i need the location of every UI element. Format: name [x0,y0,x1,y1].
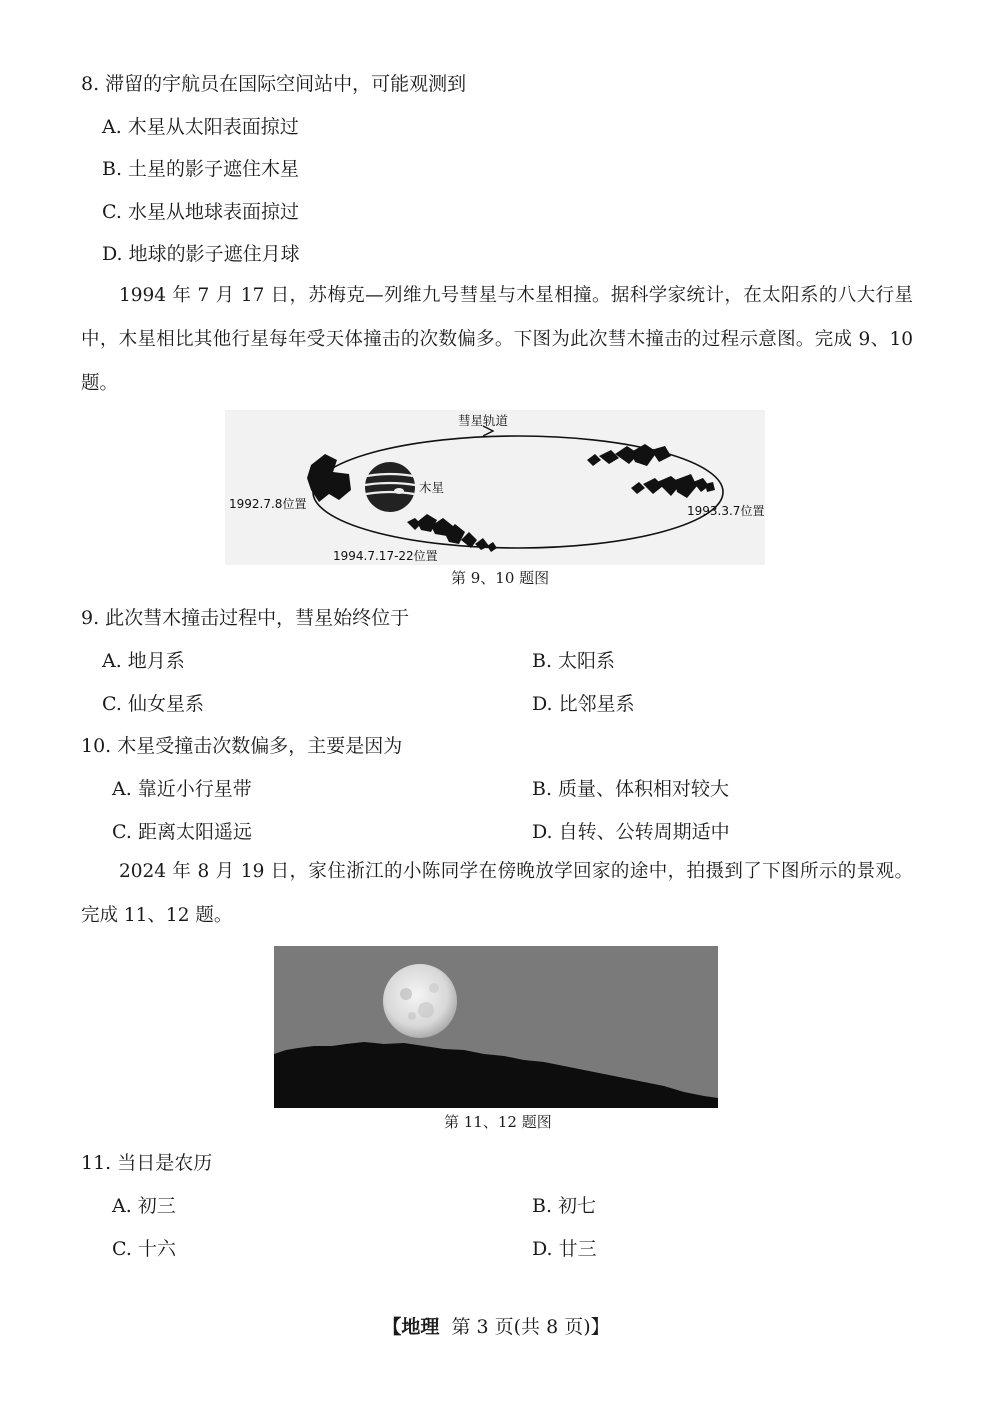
jupiter-icon [365,462,415,512]
figure1-caption: 第 9、10 题图 [451,569,550,587]
full-moon-icon [383,964,457,1038]
q11-option-b: B. 初七 [532,1195,597,1217]
q9-option-a: A. 地月系 [102,650,185,672]
q9-option-b: B. 太阳系 [532,650,616,672]
q8-option-c: C. 水星从地球表面掠过 [102,201,299,223]
q10-option-a: A. 靠近小行星带 [112,778,252,800]
q10-option-d: D. 自转、公转周期适中 [532,821,730,843]
passage-comet-impact [81,274,913,406]
q8-option-b: B. 土星的影子遮住木星 [102,158,300,180]
comet-orbit-diagram [225,410,765,565]
q8-option-a: A. 木星从太阳表面掠过 [102,116,299,138]
position-1993-label: 1993.3.7位置 [687,504,765,518]
q9-option-d: D. 比邻星系 [532,693,635,715]
q11-option-a: A. 初三 [112,1195,176,1217]
passage-moon-photo [81,850,913,938]
figure2-caption: 第 11、12 题图 [444,1113,552,1131]
q9-option-c: C. 仙女星系 [102,693,204,715]
jupiter-label: 木星 [419,480,445,495]
q10-stem: 10. 木星受撞击次数偏多，主要是因为 [81,735,403,757]
q10-option-c: C. 距离太阳遥远 [112,821,252,843]
orbit-label: 彗星轨道 [458,413,509,428]
moon-photo [274,946,718,1108]
q11-option-c: C. 十六 [112,1238,176,1260]
position-1992-label: 1992.7.8位置 [229,497,307,511]
q11-option-d: D. 廿三 [532,1238,597,1260]
q8-option-d: D. 地球的影子遮住月球 [102,243,300,265]
passage-moon-photo-text: 2024 年 8 月 19 日，家住浙江的小陈同学在傍晚放学回家的途中，拍摄到了下图所示的景观。完成 11、12 题。 [81,861,913,926]
q9-stem: 9. 此次彗木撞击过程中，彗星始终位于 [81,607,410,629]
q10-option-b: B. 质量、体积相对较大 [532,778,730,800]
page-footer [0,1312,992,1339]
footer-subject: 【地理 [382,1316,440,1338]
footer-page-number: 第 3 页(共 8 页)】 [451,1316,610,1338]
q8-stem: 8. 滞留的宇航员在国际空间站中，可能观测到 [81,73,467,95]
q11-stem: 11. 当日是农历 [81,1152,213,1174]
position-1994-label: 1994.7.17-22位置 [333,549,438,563]
passage-comet-impact-text: 1994 年 7 月 17 日，苏梅克—列维九号彗星与木星相撞。据科学家统计，在太阳系的八大行星中，木星相比其他行星每年受天体撞击的次数偏多。下图为此次彗木撞击的过程示意图。完成 9、10 题。 [81,285,913,394]
